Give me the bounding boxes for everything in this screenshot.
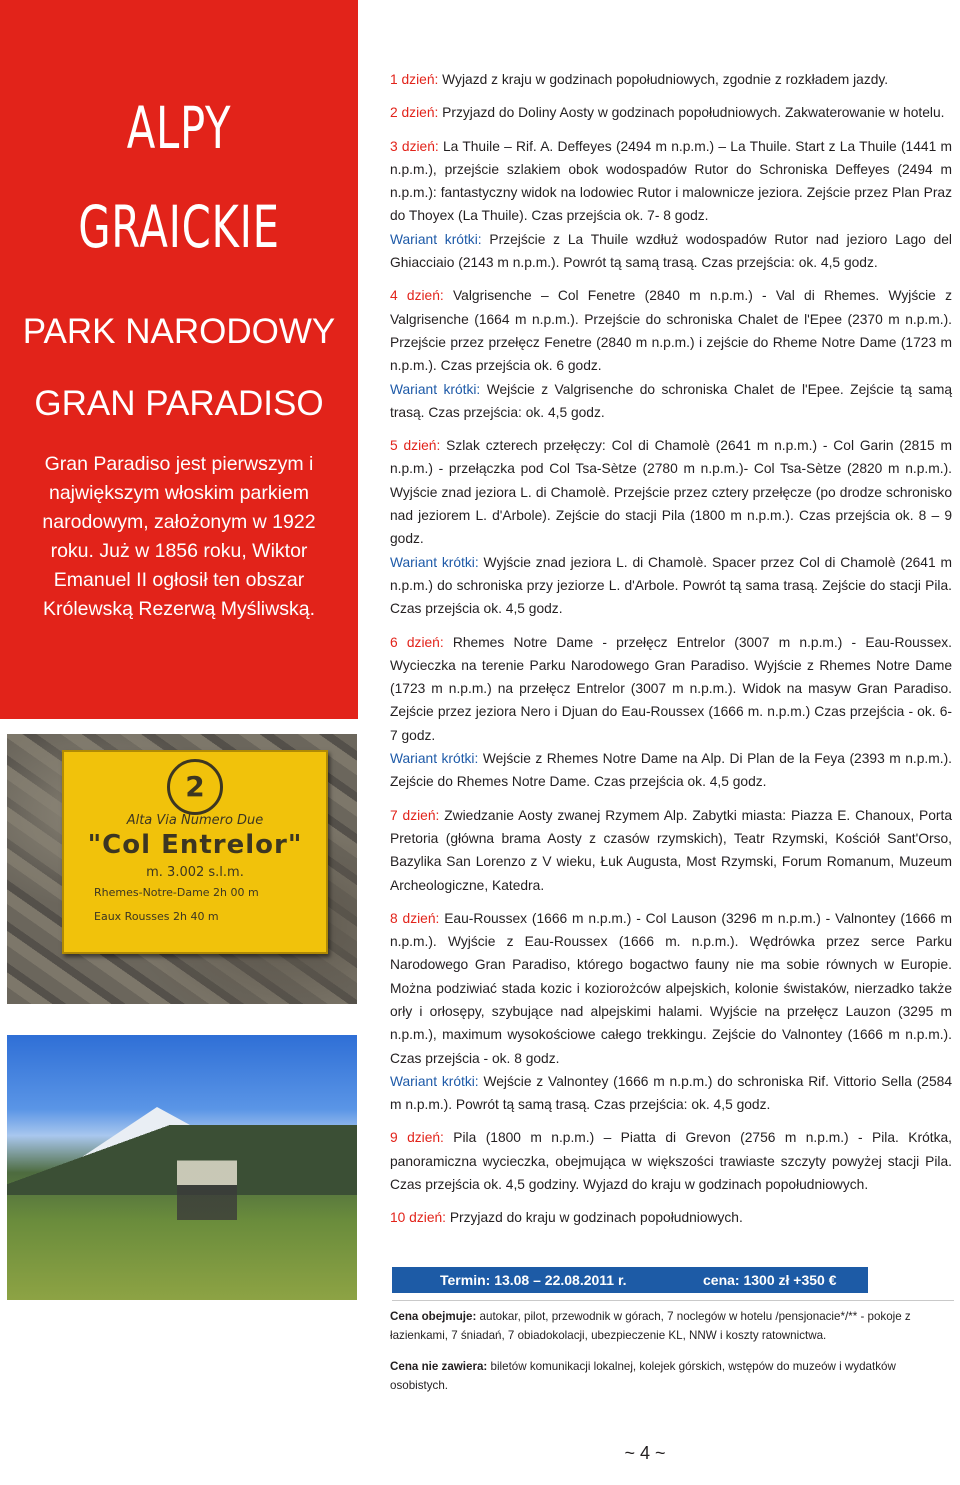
variant-label: Wariant krótki: xyxy=(390,231,482,247)
date-price-bar xyxy=(392,1267,868,1293)
sign-number: 2 xyxy=(167,759,223,815)
variant-label: Wariant krótki: xyxy=(390,1073,479,1089)
day-label: 3 dzień: xyxy=(390,138,439,154)
day-6 xyxy=(390,631,952,794)
day-text: Rhemes Notre Dame - przełęcz Entrelor (3007 m n.p.m.) - Eau-Roussex. Wycieczka na terenie Parku Narodowego Gran Paradiso. Wyjście z Rhemes Notre Dame (1723 m n.p.m.) na przełęcz Entrelor (3007 m n.p.m.). Widok na masyw Gran Paradiso. Zejście przez jeziora Nero i Djuan do Eau-Roussex (1666 m. n.p.m.) Czas przejścia - ok. 6-7 godz. xyxy=(390,634,952,743)
sign-route-name: Alta Via Numero Due xyxy=(126,813,264,828)
excludes-text: biletów komunikacji lokalnej, kolejek górskich, wstępów do muzeów i wydatków osobistych. xyxy=(390,1360,896,1392)
tour-dates: Termin: 13.08 – 22.08.2011 r. xyxy=(440,1272,627,1288)
day-text: Przyjazd do kraju w godzinach popołudniowych. xyxy=(446,1210,743,1226)
day-9 xyxy=(390,1126,952,1196)
day-4 xyxy=(390,284,952,424)
variant-text: Wejście z Rhemes Notre Dame na Alp. Di Plan de la Feya (2393 m n.p.m.). Zejście do Rhemes Notre Dame. Czas przejścia ok. 4,5 godz. xyxy=(390,751,952,790)
day-3 xyxy=(390,135,952,275)
subtitle-line-2: GRAN PARADISO xyxy=(34,384,324,423)
price-excludes xyxy=(390,1357,955,1395)
day-text: Przyjazd do Doliny Aosty w godzinach popołudniowych. Zakwaterowanie w hotelu. xyxy=(438,105,945,121)
itinerary xyxy=(390,68,952,1240)
variant-label: Wariant krótki: xyxy=(390,381,481,397)
day-2 xyxy=(390,101,952,124)
sign-pass-name: "Col Entrelor" xyxy=(87,830,303,860)
day-5 xyxy=(390,434,952,620)
subtitle-line-1: PARK NARODOWY xyxy=(22,312,336,351)
title-panel xyxy=(0,0,358,719)
day-text: La Thuile – Rif. A. Deffeyes (2494 m n.p.m.) – La Thuile. Start z La Thuile (1441 m n.p.m.), przejście szlakiem obok wodospadów Rutor do Schroniska Deffeyes (2494 m n.p.m.): fantastyczny widok na lodowiec Rutor i malownicze jeziora. Zejście przez Plan Praz do Thoyex (La Thuile). Czas przejścia ok. 7- 8 godz. xyxy=(390,138,952,224)
trail-sign xyxy=(62,750,328,954)
day-7 xyxy=(390,804,952,897)
day-label: 2 dzień: xyxy=(390,105,439,121)
day-8 xyxy=(390,907,952,1117)
includes-label: Cena obejmuje: xyxy=(390,1310,477,1323)
lead-paragraph: Gran Paradiso jest pierwszym i największym włoskim parkiem narodowym, założonym w 1922 roku. Już w 1856 roku, Wiktor Emanuel II ogłosił ten obszar Królewską Rezerwą Myśliwską. xyxy=(42,453,316,620)
day-text: Szlak czterech przełęczy: Col di Chamolè (2641 m n.p.m.) - Col Garin (2815 m n.p.m.) - przełączka pod Col Tsa-Sètze (2780 m n.p.m.)- Col Tsa-Sètze (2820 m n.p.m.). Wyjście znad jeziora L. di Chamolè. Przejście przez cztery przełęcze (po drodze schronisko nad jeziorem L. d'Arbole). Zejście do stacji Pila (1800 m n.p.m.). Czas przejścia ok. 8 – 9 godz. xyxy=(390,438,952,547)
title-line-2: GRAICKIE xyxy=(78,193,280,261)
day-1 xyxy=(390,68,952,91)
divider xyxy=(392,1300,954,1301)
day-label: 8 dzień: xyxy=(390,910,440,926)
day-label: 5 dzień: xyxy=(390,438,441,454)
day-label: 9 dzień: xyxy=(390,1130,444,1146)
price-includes xyxy=(390,1307,955,1345)
variant-text: Wyjście znad jeziora L. di Chamolè. Spacer przez Col di Chamolè (2641 m n.p.m.) do schroniska przy jeziorze L. d'Arbole. Powrót tą sama trasą. Zejście do stacji Pila. Czas przejścia ok. 4,5 godz. xyxy=(390,554,952,617)
day-text: Zwiedzanie Aosty zwanej Rzymem Alp. Zabytki miasta: Piazza E. Chanoux, Porta Pretoria (główna brama Aosty z czasów rzymskich), Teatr Rzymski, Kościół Sant'Orso, Bazylika San Lorenzo z V wieku, Łuk Augusta, Most Rzymski, Forum Romanum, Muzeum Archeologiczne, Katedra. xyxy=(390,807,952,893)
variant-text: Wejście z Valgrisenche do schroniska Chalet de l'Epee. Zejście tą samą trasą. Czas przejścia: ok. 4,5 godz. xyxy=(390,381,952,420)
day-label: 6 dzień: xyxy=(390,634,444,650)
day-text: Pila (1800 m n.p.m.) – Piatta di Grevon (2756 m n.p.m.) - Pila. Krótka, panoramiczna wycieczka, obejmująca w większości trawiaste szczyty powyżej stacji Pila. Czas przejścia ok. 4,5 godziny. Wyjazd do kraju w godzinach popołudniowych. xyxy=(390,1130,952,1193)
variant-text: Wejście z Valnontey (1666 m n.p.m.) do schroniska Rif. Vittorio Sella (2584 m n.p.m.). Powrót tą samą trasą. Czas przejścia: ok. 4,5 godz. xyxy=(390,1073,952,1113)
hikers-group xyxy=(177,1150,237,1220)
day-label: 10 dzień: xyxy=(390,1210,446,1226)
day-label: 7 dzień: xyxy=(390,807,440,823)
day-10 xyxy=(390,1206,952,1229)
tour-price: cena: 1300 zł +350 € xyxy=(703,1272,837,1288)
mountain-landscape-photo xyxy=(7,1035,357,1300)
title-line-1: ALPY xyxy=(126,94,232,162)
day-text: Valgrisenche – Col Fenetre (2840 m n.p.m.) - Val di Rhemes. Wyjście z Valgrisenche (1664 m n.p.m.). Przejście do schroniska Chalet de l'Epee (2370 m n.p.m.). Przejście przez przełęcz Fenetre (2840 m n.p.m.) i zejście do Rheme Notre Dame (1723 m n.p.m.). Czas przejścia ok. 6 godz. xyxy=(390,288,952,374)
day-label: 1 dzień: xyxy=(390,72,439,87)
page-number: ~ 4 ~ xyxy=(624,1443,666,1463)
sign-direction-2: Eaux Rousses 2h 40 m xyxy=(94,910,219,923)
day-label: 4 dzień: xyxy=(390,288,444,304)
sign-direction-1: Rhemes-Notre-Dame 2h 00 m xyxy=(94,886,259,899)
variant-text: Przejście z La Thuile wzdłuż wodospadów Rutor nad jezioro Lago del Ghiacciaio (2143 m n.p.m.). Powrót tą samą trasą. Czas przejścia: ok. 4,5 godz. xyxy=(390,231,952,271)
excludes-label: Cena nie zawiera: xyxy=(390,1360,488,1373)
sign-altitude: m. 3.002 s.l.m. xyxy=(146,865,244,880)
day-text: Wyjazd z kraju w godzinach popołudniowych, zgodnie z rozkładem jazdy. xyxy=(438,72,889,87)
variant-label: Wariant krótki: xyxy=(390,751,479,767)
day-text: Eau-Roussex (1666 m n.p.m.) - Col Lauson (3296 m n.p.m.) - Valnontey (1666 m n.p.m.). Wyjście z Eau-Roussex (1666 m. n.p.m.). Wędrówka przez serce Parku Narodowego Gran Paradiso, którego bogactwo fauny nie ma sobie równych w Europie. Można podziwiać stada kozic i koziorożców alpejskich, kolonie świstaków, nierzadko także orły i orłosępy, szybujące nad alpejskimi halami. Wyjście na przełęcz Lauzon (3295 m n.p.m.), maximum wysokościowe całego trekkingu. Zejście do Valnontey (1666 m n.p.m.). Czas przejścia - ok. 8 godz. xyxy=(390,910,952,1066)
variant-label: Wariant krótki: xyxy=(390,554,479,570)
trail-sign-photo xyxy=(7,734,357,1004)
includes-text: autokar, pilot, przewodnik w górach, 7 noclegów w hotelu /pensjonacie*/** - pokoje z łazienkami, 7 śniadań, 7 obiadokolacji, ubezpieczenie KL, NNW i koszty ratownictwa. xyxy=(390,1310,911,1342)
